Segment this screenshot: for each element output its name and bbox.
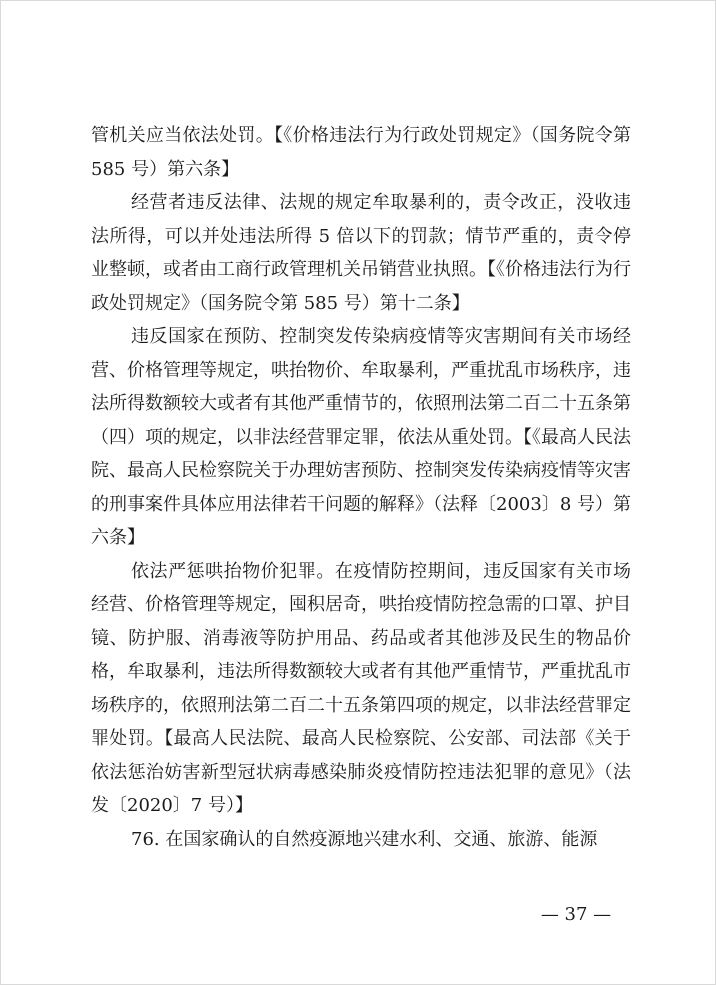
paragraph-item-76: 76. 在国家确认的自然疫源地兴建水利、交通、旅游、能源 <box>131 828 598 850</box>
paragraph-illegal-business-crime: 违反国家在预防、控制突发传染病疫情等灾害期间有关市场经营、价格管理等规定，哄抬物价、牟取暴利，严重扰乱市场秩序，违法所得数额较大或者有其他严重情节的，依照刑法第二百二十五条第（四）项的规定，以非法经营罪定罪，依法从重处罚。【《最高人民法院、最高人民检察院关于办理妨害预防、控制突发传染病疫情等灾害的刑事案件具体应用法律若干问题的解释》（法释〔2003〕8 号）第六条】 <box>91 326 631 548</box>
document-body <box>91 119 631 856</box>
paragraph-continuation: 管机关应当依法处罚。【《价格违法行为行政处罚规定》（国务院令第 585 号）第六条】 <box>91 125 631 180</box>
page-number: — 37 — <box>540 904 612 925</box>
paragraph-price-gouging-crime: 依法严惩哄抬物价犯罪。在疫情防控期间，违反国家有关市场经营、价格管理等规定，囤积居奇，哄抬疫情防控急需的口罩、护目镜、防护服、消毒液等防护用品、药品或者其他涉及民生的物品价格，牟取暴利，违法所得数额较大或者有其他严重情节，严重扰乱市场秩序的，依照刑法第二百二十五条第四项的规定，以非法经营罪定罪处罚。【最高人民法院、最高人民检察院、公安部、司法部《关于依法惩治妨害新型冠状病毒感染肺炎疫情防控违法犯罪的意见》（法发〔2020〕7 号）】 <box>91 560 631 816</box>
paragraph-profiteering-penalty: 经营者违反法律、法规的规定牟取暴利的，责令改正，没收违法所得，可以并处违法所得 5 倍以下的罚款；情节严重的，责令停业整顿，或者由工商行政管理机关吊销营业执照。【《价格违法行为行政处罚规定》（国务院令第 585 号）第十二条】 <box>91 192 631 314</box>
